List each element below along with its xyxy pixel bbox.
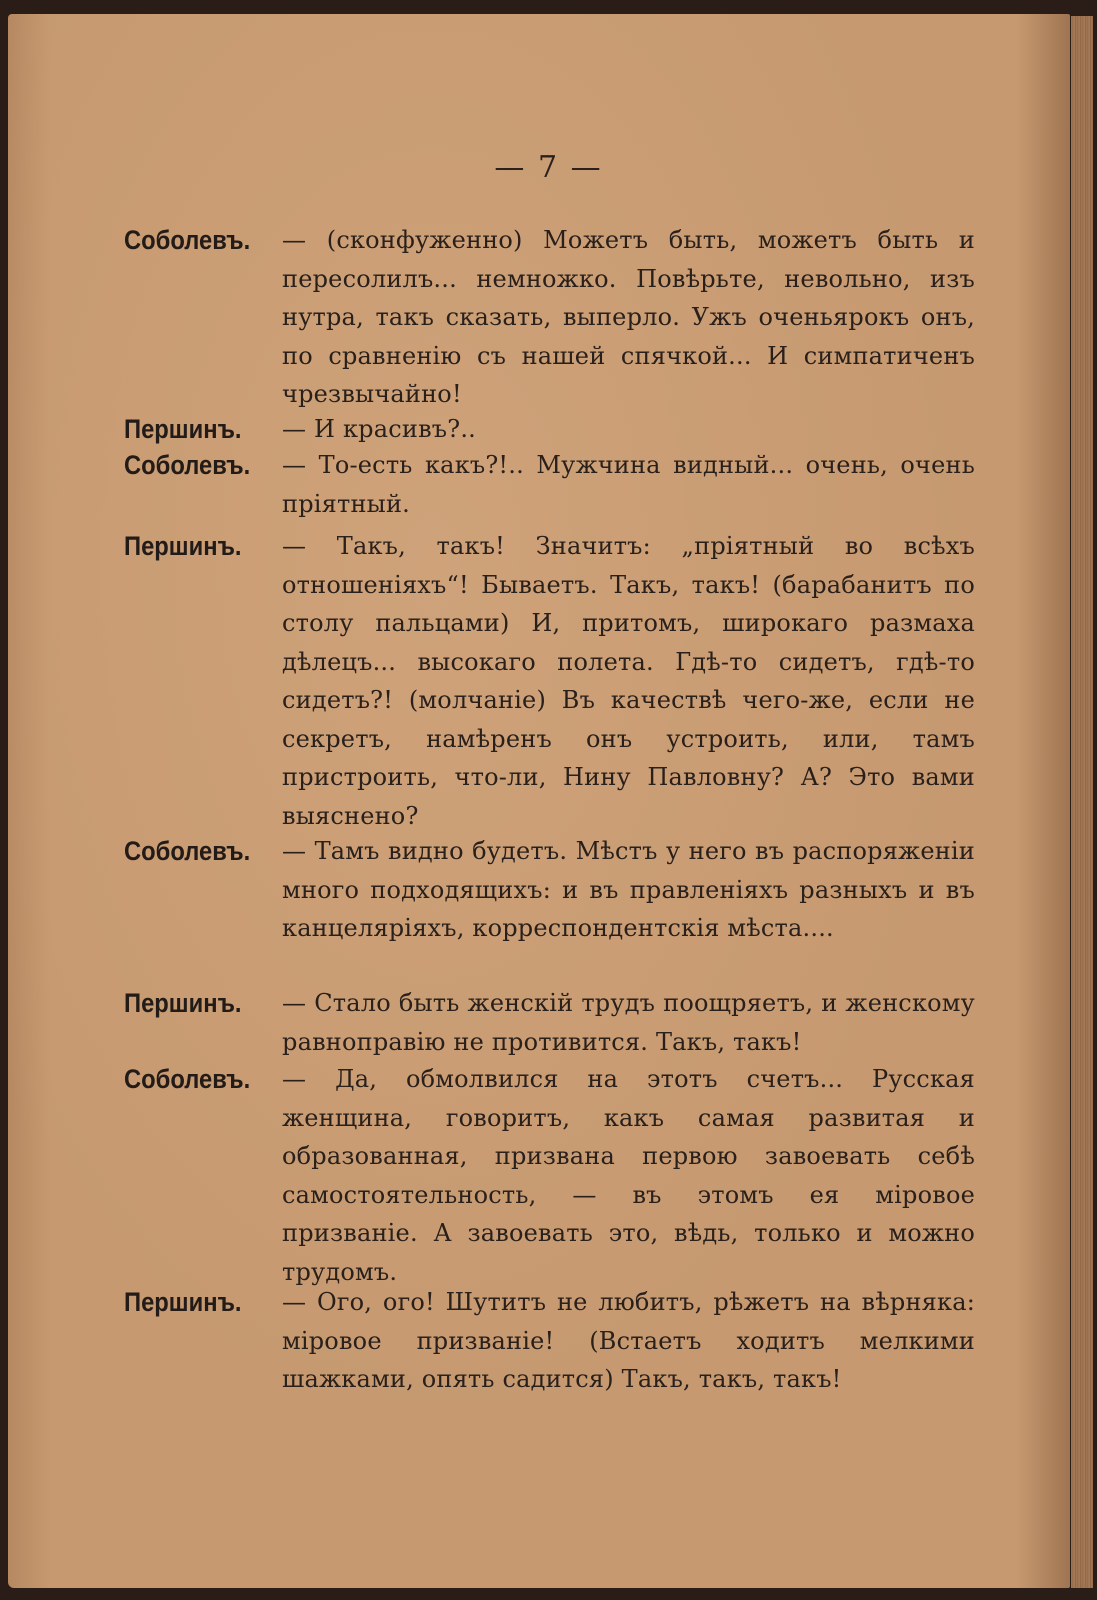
speech-text: — То-есть какъ?!.. Мужчина видный... очень, очень пріятный. bbox=[282, 451, 975, 518]
speech-text: — И красивъ?.. bbox=[282, 415, 477, 443]
speech-text: — Стало быть женскій трудъ поощряетъ, и женскому равноправію не противится. Такъ, такъ! bbox=[282, 989, 975, 1056]
speaker-name: Соболевъ. bbox=[124, 836, 251, 866]
speaker-name: Першинъ. bbox=[124, 988, 242, 1018]
speaker-name: Соболевъ. bbox=[124, 225, 251, 255]
page-edge bbox=[1071, 16, 1093, 1588]
speech-text: — (сконфуженно) Можетъ быть, можетъ быть и пересолилъ... немножко. Повѣрьте, невольно, изъ нутра, такъ сказать, выперло. Ужъ оченьярокъ онъ, по сравненію съ нашей спячкой... И симпатиченъ чрезвычайно! bbox=[282, 226, 975, 408]
speech-text: — Да, обмолвился на этотъ счетъ... Русская женщина, говоритъ, какъ самая развитая и образованная, призвана первою завоевать себѣ самостоятельность, — въ этомъ ея міровое призваніе. А завоевать это, вѣдь, только и можно трудомъ. bbox=[282, 1065, 975, 1286]
speaker-name: Першинъ. bbox=[124, 1287, 242, 1317]
page-number: — 7 — bbox=[494, 150, 603, 185]
speaker-name: Соболевъ. bbox=[124, 1064, 251, 1094]
speech-text: — Ого, ого! Шутитъ не любитъ, рѣжетъ на вѣрняка: міровое призваніе! (Встаетъ ходитъ мелкими шажками, опять садится) Такъ, такъ, такъ! bbox=[282, 1288, 975, 1393]
speaker-name: Першинъ. bbox=[124, 414, 242, 444]
speech-text: — Такъ, такъ! Значитъ: „пріятный во всѣхъ отношеніяхъ“! Бываетъ. Такъ, такъ! (барабанитъ по столу пальцами) И, притомъ, широкаго размаха дѣлецъ... высокаго полета. Гдѣ-то сидетъ, гдѣ-то сидетъ?! (молчаніе) Въ качествѣ чего-же, если не секретъ, намѣренъ онъ устроить, или, тамъ пристроить, что-ли, Нину Павловну? А? Это вами выяснено? bbox=[282, 532, 975, 830]
speech-text: — Тамъ видно будетъ. Мѣстъ у него въ распоряженіи много подходящихъ: и въ правленіяхъ разныхъ и въ канцеляріяхъ, корреспондентскія мѣста.... bbox=[282, 837, 975, 942]
speaker-name: Першинъ. bbox=[124, 531, 242, 561]
speaker-name: Соболевъ. bbox=[124, 450, 251, 480]
